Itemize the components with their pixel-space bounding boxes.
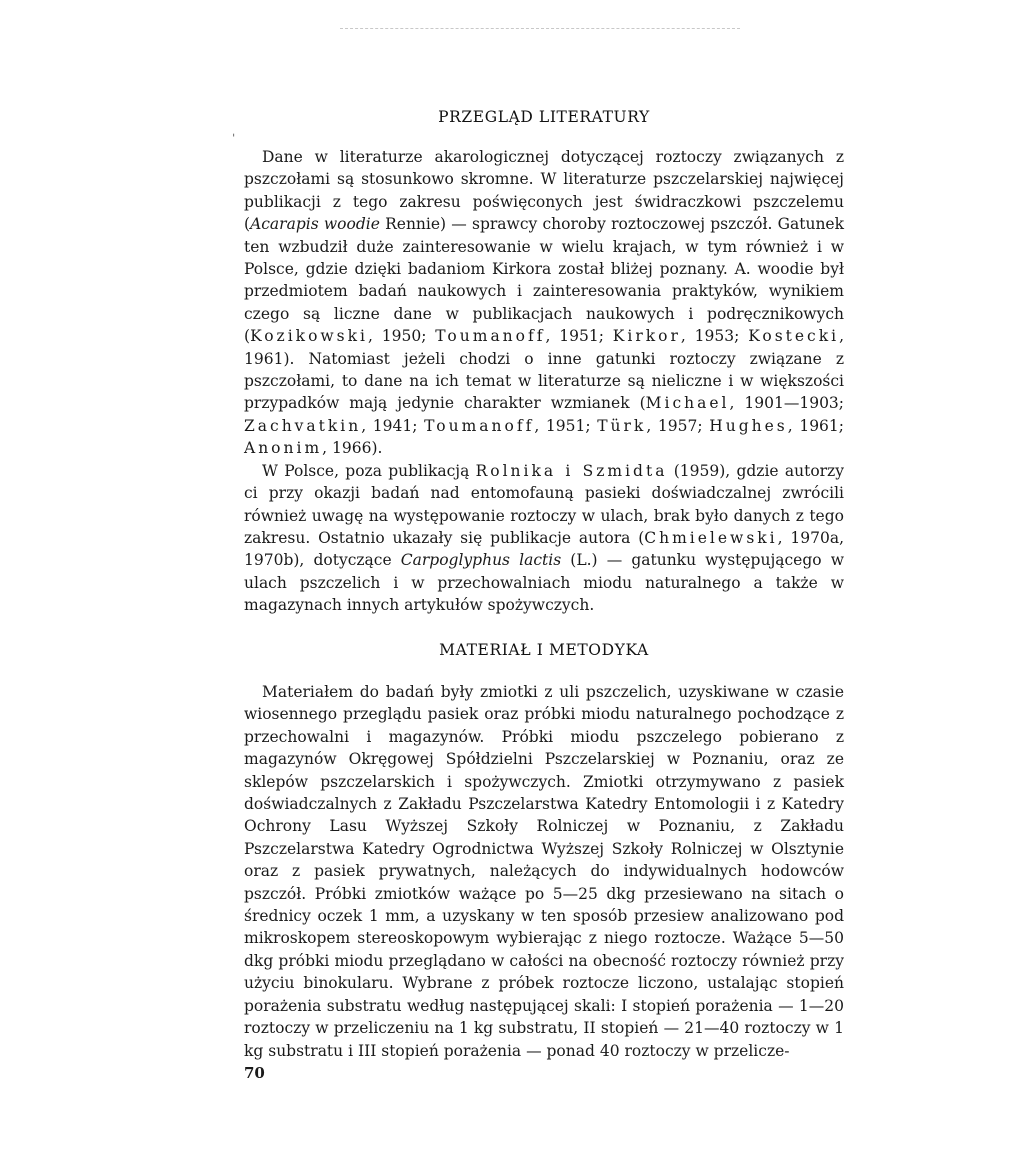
literature-paragraph-1: Dane w literaturze akarologicznej dotyczącej roztoczy związanych z pszczołami są stosunkowo skromne. W literaturze pszczelarskiej najwięcej publikacji z tego zakresu poświęconych jest świdraczkowi pszczelemu (Acarapis woodie Rennie) — sprawcy choroby roztoczowej pszczół. Gatunek ten wzbudził duże zainteresowanie w wielu krajach, w tym również i w Polsce, gdzie dzięki badaniom Kirkora został bliżej poznany. A. woodie był przedmiotem badań naukowych i zainteresowania praktyków, wynikiem czego są liczne dane w publikacjach naukowych i podręcznikowych (Kozikowski, 1950; Toumanoff, 1951; Kirkor, 1953; Kostecki, 1961). Natomiast jeżeli chodzi o inne gatunki roztoczy związane z pszczołami, to dane na ich temat w literaturze są nieliczne i w większości przypadków mają jedynie charakter wzmianek (Michael, 1901—1903; Zachvatkin, 1941; Toumanoff, 1951; Türk, 1957; Hughes, 1961; Anonim, 1966). xyxy=(244,148,845,458)
section-heading-methods: MATERIAŁ I METODYKA xyxy=(439,641,649,659)
literature-paragraph-2: W Polsce, poza publikacją Rolnika i Szmidta (1959), gdzie autorzy ci przy okazji badań nad entomofauną pasieki doświadczalnej zwrócili również uwagę na występowanie roztoczy w ulach, brak było danych z tego zakresu. Ostatnio ukazały się publikacje autora (Chmielewski, 1970a, 1970b), dotyczące Carpoglyphus lactis (L.) — gatunku występującego w ulach pszczelich i w przechowalniach miodu naturalnego a także w magazynach innych artykułów spożywczych. xyxy=(244,461,844,615)
methods-section xyxy=(244,681,844,1062)
page-number: 70 xyxy=(244,1064,265,1082)
methods-paragraph-1: Materiałem do badań były zmiotki z uli pszczelich, uzyskiwane w czasie wiosennego przeglądu pasiek oraz próbki miodu naturalnego pochodzące z przechowalni i magazynów. Próbki miodu pszczelego pobierano z magazynów Okręgowej Spółdzielni Pszczelarskiej w Poznaniu, oraz ze sklepów pszczelarskich i spożywczych. Zmiotki otrzymywano z pasiek doświadczalnych z Zakładu Pszczelarstwa Katedry Entomologii i z Katedry Ochrony Lasu Wyższej Szkoły Rolniczej w Poznaniu, z Zakładu Pszczelarstwa Katedry Ogrodnictwa Wyższej Szkoły Rolniczej w Olsztynie oraz z pasiek prywatnych, należących do indywidualnych hodowców pszczół. Próbki zmiotków ważące po 5—25 dkg przesiewano na sitach o średnicy oczek 1 mm, a uzyskany w ten sposób przesiew analizowano pod mikroskopem stereoskopowym wybierając z niego roztocze. Ważące 5—50 dkg próbki miodu przeglądano w całości na obecność roztoczy również przy użyciu binokularu. Wybrane z próbek roztocze liczono, ustalając stopień porażenia substratu według następującej skali: I stopień porażenia — 1—20 roztoczy w przeliczeniu na 1 kg substratu, II stopień — 21—40 roztoczy w 1 kg substratu i III stopień porażenia — ponad 40 roztoczy w przelicze- xyxy=(244,683,844,1060)
scan-mark: ˌ xyxy=(232,124,236,138)
literature-section xyxy=(244,146,844,617)
section-heading-literature: PRZEGLĄD LITERATURY xyxy=(438,108,650,126)
top-scan-rule xyxy=(340,28,740,29)
